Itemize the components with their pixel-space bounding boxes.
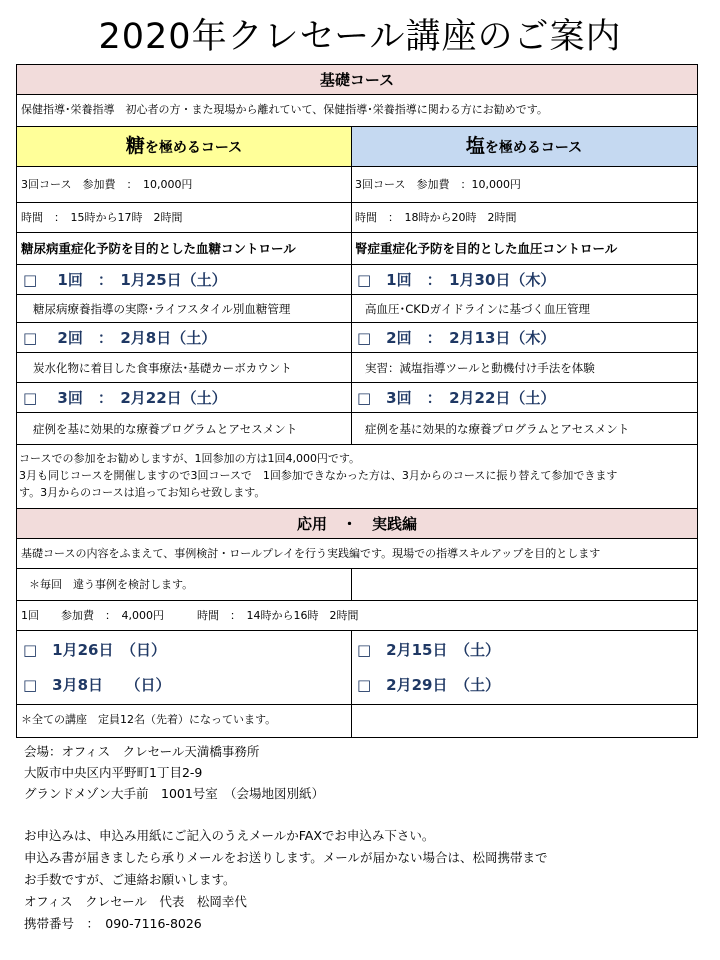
applied-date-4[interactable]: □ 2月29日 （土） <box>357 676 500 694</box>
application-line-2: 申込み書が届きましたら承りメールをお送りします。メールが届かない場合は、松岡携帯まで <box>24 850 548 865</box>
page-title: 2020年クレセール講座のご案内 <box>98 17 622 57</box>
applied-dates-row-2 <box>17 669 697 705</box>
salt-time: 時間 ： 18時から20時 2時間 <box>355 211 517 224</box>
sugar-course-header <box>17 127 351 166</box>
course-headers-row <box>17 127 697 167</box>
session-3-desc-row <box>17 413 697 445</box>
address-line: 大阪市中央区内平野町1丁目2-9 <box>24 765 203 780</box>
basic-note-line-3: す。3月からのコースは追ってお知らせ致します。 <box>19 486 266 499</box>
applied-date-1[interactable]: □ 1月26日 （日） <box>23 641 166 659</box>
basic-intro-row <box>17 95 697 127</box>
building-line: グランドメゾン大手前 1001号室 （会場地図別紙） <box>24 786 325 801</box>
salt-session-3-desc: 症例を基に効果的な療養プログラムとアセスメント <box>365 422 630 436</box>
fee-row <box>17 167 697 203</box>
sugar-time: 時間 ： 15時から17時 2時間 <box>21 211 183 224</box>
salt-session-1-date[interactable]: □ 1回 ： 1月30日（木） <box>357 271 556 289</box>
representative-line: オフィス クレセール 代表 松岡幸代 <box>24 894 247 909</box>
applied-each-row <box>17 569 697 601</box>
applied-each-time: ＊毎回 違う事例を検討します。 <box>29 578 194 591</box>
applied-divider-1 <box>351 569 352 601</box>
application-line-3: お手数ですが、ご連絡お願いします。 <box>24 872 236 887</box>
phone-line: 携帯番号 ： 090-7116-8026 <box>24 916 202 931</box>
session-1-desc-row <box>17 295 697 323</box>
applied-intro: 基礎コースの内容をふまえて、事例検討・ロールプレイを行う実践編です。現場での指導スキルアップを目的とします <box>21 547 601 560</box>
session-3-date-row <box>17 383 697 413</box>
schedule-table <box>16 64 698 738</box>
salt-session-2-date[interactable]: □ 2回 ： 2月13日（木） <box>357 329 556 347</box>
salt-fee: 3回コース 参加費 ：10,000円 <box>355 178 521 191</box>
applied-header <box>17 509 697 539</box>
basic-note-line-2: 3月も同じコースを開催しますので3回コースで 1回参加できなかった方は、3月からのコースに振り替えて参加できます <box>19 469 618 482</box>
applied-dates-row-1 <box>17 631 697 669</box>
basic-course-title: 基礎コース <box>319 71 395 89</box>
applied-date-2[interactable]: □ 2月15日 （土） <box>357 641 500 659</box>
applied-divider-2 <box>351 631 352 705</box>
basic-intro: 保健指導･栄養指導 初心者の方・また現場から離れていて、保健指導･栄養指導に関わる方にお勧めです。 <box>21 103 548 116</box>
applied-title: 応用 ・ 実践編 <box>296 515 417 533</box>
session-1-date-row <box>17 265 697 295</box>
application-line-1: お申込みは、申込み用紙にご記入のうえメールかFAXでお申込み下さい。 <box>24 828 435 843</box>
column-divider <box>351 127 352 445</box>
venue-line: 会場：オフィス クレセール天満橋事務所 <box>24 744 260 759</box>
sugar-session-2-desc: 炭水化物に着目した食事療法･基礎カーボカウント <box>33 361 292 375</box>
salt-session-2-desc: 実習：減塩指導ツールと動機付け手法を体験 <box>365 361 595 375</box>
session-2-desc-row <box>17 353 697 383</box>
sugar-session-2-date[interactable]: □ 2回 ： 2月8日（土） <box>23 329 217 347</box>
applied-fee-row <box>17 601 697 631</box>
salt-session-3-date[interactable]: □ 3回 ： 2月22日（土） <box>357 389 556 407</box>
sugar-fee: 3回コース 参加費 ： 10,000円 <box>21 178 193 191</box>
sugar-header-text: を極めるコース <box>144 140 243 156</box>
sugar-subtitle: 糖尿病重症化予防を目的とした血糖コントロール <box>21 241 296 256</box>
sugar-session-3-desc: 症例を基に効果的な療養プログラムとアセスメント <box>33 422 298 436</box>
basic-course-header <box>17 65 697 95</box>
salt-subtitle: 腎症重症化予防を目的とした血圧コントロール <box>355 241 618 256</box>
salt-header-text: を極めるコース <box>484 140 583 156</box>
capacity-note: ＊全ての講座 定員12名（先着）になっています。 <box>21 713 277 726</box>
applied-fee-time: 1回 参加費 ： 4,000円 時間 ： 14時から16時 2時間 <box>21 609 359 622</box>
sugar-session-1-desc: 糖尿病療養指導の実際･ライフスタイル別血糖管理 <box>33 302 291 316</box>
subtitle-row <box>17 233 697 265</box>
basic-note-row <box>17 445 697 509</box>
salt-char: 塩 <box>465 135 485 157</box>
sugar-session-1-date[interactable]: □ 1回 ： 1月25日（土） <box>23 271 227 289</box>
time-row <box>17 203 697 233</box>
salt-course-header <box>351 127 697 166</box>
sugar-char: 糖 <box>125 135 145 157</box>
capacity-row <box>17 705 697 737</box>
sugar-session-3-date[interactable]: □ 3回 ： 2月22日（土） <box>23 389 227 407</box>
salt-session-1-desc: 高血圧･CKDガイドラインに基づく血圧管理 <box>365 302 590 316</box>
applied-date-3[interactable]: □ 3月8日 （日） <box>23 676 171 694</box>
applied-divider-3 <box>351 705 352 737</box>
applied-intro-row <box>17 539 697 569</box>
session-2-date-row <box>17 323 697 353</box>
basic-note-line-1: コースでの参加をお勧めしますが、1回参加の方は1回4,000円です。 <box>19 452 361 465</box>
